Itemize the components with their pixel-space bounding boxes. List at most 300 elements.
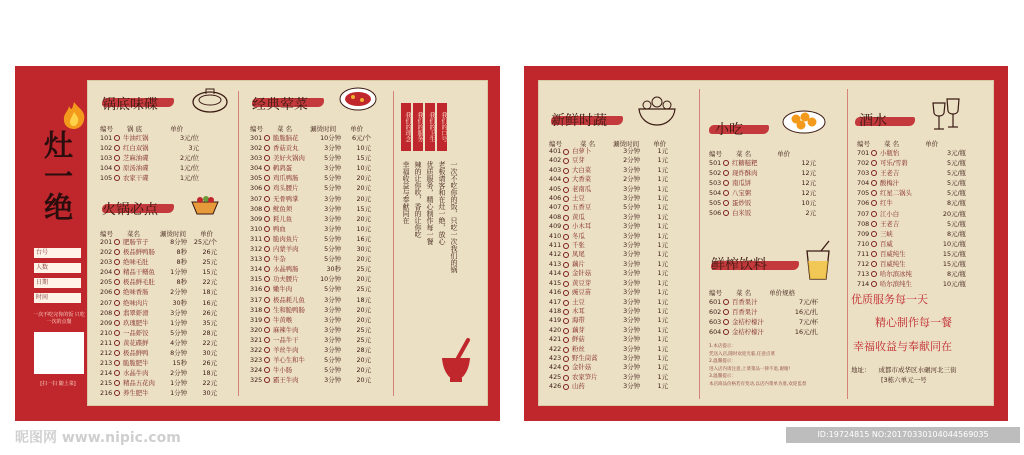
checkbox[interactable] bbox=[563, 375, 569, 381]
wine-cell: 百威纯生 bbox=[880, 249, 906, 258]
form-field-people[interactable]: 人数 bbox=[34, 263, 81, 273]
classic-cell: 306 bbox=[250, 184, 263, 193]
broth-cell: 105 bbox=[100, 174, 113, 183]
broth-row bbox=[100, 133, 199, 143]
classic-cell: 麻辣牛肉 bbox=[273, 325, 299, 334]
checkbox[interactable] bbox=[871, 200, 877, 206]
checkbox[interactable] bbox=[871, 180, 877, 186]
hotpot-cell: 201 bbox=[100, 238, 113, 246]
checkbox[interactable] bbox=[871, 190, 877, 196]
hotpot-cell: 极品鲜鸭肠 bbox=[123, 248, 155, 257]
classic-cell: 323 bbox=[250, 356, 263, 365]
wine-cell: 15元/瓶 bbox=[942, 260, 966, 269]
strip-hygiene: 我们的卫生 bbox=[425, 103, 435, 151]
checkbox[interactable] bbox=[563, 243, 569, 249]
hotpot-row bbox=[100, 287, 217, 297]
hotpot-cell: 肥肠节子 bbox=[123, 238, 149, 246]
checkbox[interactable] bbox=[264, 226, 270, 232]
checkbox[interactable] bbox=[114, 330, 120, 336]
checkbox[interactable] bbox=[264, 216, 270, 222]
veg-cell: 409 bbox=[549, 222, 562, 231]
wine-cell: 王老吉 bbox=[880, 169, 900, 178]
checkbox[interactable] bbox=[114, 350, 120, 356]
veg-cell: 3分钟 bbox=[623, 288, 640, 297]
hotpot-cell: 绝味肉片 bbox=[123, 298, 149, 307]
hotpot-row bbox=[100, 257, 217, 267]
classic-cell: 羊心生和牛 bbox=[273, 356, 305, 365]
checkbox[interactable] bbox=[563, 252, 569, 258]
checkbox[interactable] bbox=[114, 340, 120, 346]
veg-cell: 425 bbox=[549, 372, 562, 381]
watermark-right: ID:19724815 NO:20170330104044569035 bbox=[786, 427, 1020, 443]
checkbox[interactable] bbox=[264, 236, 270, 242]
checkbox[interactable] bbox=[114, 135, 120, 141]
veg-header: 编号 菜 名 涮烫时间 单价 bbox=[549, 140, 667, 148]
flame-icon bbox=[40, 100, 74, 130]
veg-cell: 406 bbox=[549, 194, 562, 203]
veg-cell: 1元 bbox=[657, 269, 668, 278]
form-field-date[interactable]: 日期 bbox=[34, 278, 81, 288]
classic-row bbox=[250, 204, 371, 214]
hotpot-cell: 214 bbox=[100, 369, 113, 378]
broth-cell: 农家干碟 bbox=[123, 174, 149, 183]
classic-row bbox=[250, 284, 371, 294]
classic-cell: 鹌鹑蛋 bbox=[273, 164, 293, 173]
note-line: 本店商品价格若有变动,以店内菜单为准,欢迎监督 bbox=[709, 381, 807, 387]
wine-cell: 酸梅汁 bbox=[880, 179, 900, 188]
checkbox[interactable] bbox=[563, 337, 569, 343]
hotpot-cell: 215 bbox=[100, 379, 113, 388]
veg-cell: 412 bbox=[549, 250, 562, 259]
veg-cell: 3分钟 bbox=[623, 335, 640, 344]
menu-page-left bbox=[15, 66, 500, 421]
dish-icon bbox=[338, 84, 378, 112]
veg-row bbox=[549, 166, 668, 175]
veg-cell: 416 bbox=[549, 288, 562, 297]
broth-row bbox=[100, 173, 199, 183]
vline-1: 一次不吃你的饭，只吃一次我们的锅 bbox=[450, 161, 458, 273]
veg-cell: 1元 bbox=[657, 231, 668, 240]
classic-cell: 309 bbox=[250, 214, 263, 223]
checkbox[interactable] bbox=[563, 384, 569, 390]
checkbox[interactable] bbox=[563, 300, 569, 306]
hotpot-cell: 养生肥牛 bbox=[123, 389, 149, 398]
classic-cell: 305 bbox=[250, 174, 263, 183]
snack-row bbox=[709, 188, 816, 198]
checkbox[interactable] bbox=[114, 249, 120, 255]
checkbox[interactable] bbox=[563, 309, 569, 315]
hotpot-row bbox=[100, 328, 217, 338]
veg-cell: 金针菇 bbox=[572, 363, 592, 372]
veg-row bbox=[549, 222, 668, 231]
notes-block bbox=[709, 343, 806, 388]
checkbox[interactable] bbox=[264, 196, 270, 202]
classic-cell: 20元 bbox=[356, 184, 371, 193]
checkbox[interactable] bbox=[114, 380, 120, 386]
hotpot-cell: 25元/个 bbox=[193, 238, 217, 246]
checkbox[interactable] bbox=[563, 234, 569, 240]
snack-cell: 现炸酥肉 bbox=[732, 169, 758, 178]
wine-row bbox=[857, 198, 966, 208]
checkbox[interactable] bbox=[114, 320, 120, 326]
vline-4: 辣的让你吹，香的让你吃 bbox=[414, 161, 422, 238]
juice-row bbox=[709, 307, 818, 317]
classic-cell: 3分钟 bbox=[324, 315, 341, 324]
wine-cell: 8元/瓶 bbox=[946, 229, 966, 238]
wine-cell: 10元/瓶 bbox=[942, 280, 966, 289]
hotpot-row bbox=[100, 348, 217, 358]
checkbox[interactable] bbox=[264, 185, 270, 191]
checkbox[interactable] bbox=[723, 180, 729, 186]
hotpot-cell: 4分钟 bbox=[170, 338, 187, 347]
checkbox[interactable] bbox=[114, 155, 120, 161]
veg-cell: 小木耳 bbox=[572, 222, 592, 231]
veg-cell: 土豆 bbox=[572, 297, 585, 306]
veg-cell: 1元 bbox=[657, 316, 668, 325]
veg-cell: 3分钟 bbox=[623, 316, 640, 325]
checkbox[interactable] bbox=[871, 241, 877, 247]
checkbox[interactable] bbox=[563, 281, 569, 287]
veg-row bbox=[549, 213, 668, 222]
hotpot-row bbox=[100, 277, 217, 287]
checkbox[interactable] bbox=[114, 310, 120, 316]
veg-cell: 1元 bbox=[657, 241, 668, 250]
checkbox[interactable] bbox=[264, 256, 270, 262]
checkbox[interactable] bbox=[563, 224, 569, 230]
veg-cell: 海带 bbox=[572, 316, 585, 325]
hotpot-row bbox=[100, 298, 217, 308]
mortar-icon bbox=[438, 336, 474, 384]
wine-row bbox=[857, 148, 966, 158]
hotpot-table bbox=[100, 237, 217, 399]
checkbox[interactable] bbox=[114, 390, 120, 396]
broth-cell: 3元/位 bbox=[179, 134, 199, 142]
broth-cell: 1元/位 bbox=[179, 174, 199, 183]
veg-row bbox=[549, 335, 668, 344]
hotpot-cell: 211 bbox=[100, 338, 113, 347]
veg-cell: 3分钟 bbox=[623, 325, 640, 334]
checkbox[interactable] bbox=[723, 299, 729, 305]
veg-cell: 木耳 bbox=[572, 306, 585, 315]
hotpot-cell: 213 bbox=[100, 359, 113, 368]
checkbox[interactable] bbox=[723, 309, 729, 315]
veg-cell: 豆芽 bbox=[572, 156, 585, 165]
snack-cell: 501 bbox=[709, 159, 722, 167]
checkbox[interactable] bbox=[264, 135, 270, 141]
snack-cell: 蛋炒饭 bbox=[732, 199, 752, 208]
checkbox[interactable] bbox=[264, 347, 270, 353]
checkbox[interactable] bbox=[264, 276, 270, 282]
wine-row bbox=[857, 188, 966, 198]
checkbox[interactable] bbox=[264, 297, 270, 303]
checkbox[interactable] bbox=[563, 356, 569, 362]
wine-cell: 710 bbox=[857, 239, 870, 248]
veg-cell: 大香菜 bbox=[572, 175, 592, 184]
snack-row bbox=[709, 198, 816, 208]
hotpot-row bbox=[100, 318, 217, 328]
wine-row bbox=[857, 239, 966, 249]
checkbox[interactable] bbox=[114, 239, 120, 245]
checkbox[interactable] bbox=[871, 271, 877, 277]
broth-cell: 芝麻油碟 bbox=[123, 154, 149, 163]
broth-row bbox=[100, 153, 199, 163]
checkbox[interactable] bbox=[264, 337, 270, 343]
wine-row bbox=[857, 178, 966, 188]
checkbox[interactable] bbox=[563, 158, 569, 164]
classic-row bbox=[250, 315, 371, 325]
hotpot-cell: 8秒 bbox=[176, 258, 187, 267]
wine-cell: 714 bbox=[857, 280, 870, 289]
checkbox[interactable] bbox=[264, 266, 270, 272]
hotpot-row bbox=[100, 358, 217, 368]
classic-cell: 内蒙羊肉 bbox=[273, 245, 299, 254]
checkbox[interactable] bbox=[563, 187, 569, 193]
checkbox[interactable] bbox=[723, 319, 729, 325]
form-field-table[interactable]: 台号 bbox=[34, 248, 81, 258]
snack-plate-icon bbox=[781, 105, 827, 135]
snack-cell: 12元 bbox=[801, 189, 816, 198]
juice-cell: 16元/扎 bbox=[794, 308, 818, 317]
checkbox[interactable] bbox=[871, 231, 877, 237]
checkbox[interactable] bbox=[723, 190, 729, 196]
hotpot-cell: 极品鲜毛肚 bbox=[123, 278, 155, 287]
checkbox[interactable] bbox=[264, 307, 270, 313]
checkbox[interactable] bbox=[563, 149, 569, 155]
checkbox[interactable] bbox=[264, 357, 270, 363]
checkbox[interactable] bbox=[871, 221, 877, 227]
hotpot-cell: 8分钟 bbox=[170, 238, 187, 246]
checkbox[interactable] bbox=[871, 150, 877, 156]
snack-row bbox=[709, 168, 816, 178]
checkbox[interactable] bbox=[871, 170, 877, 176]
checkbox[interactable] bbox=[871, 251, 877, 257]
classic-cell: 322 bbox=[250, 345, 263, 354]
snack-cell: 506 bbox=[709, 209, 722, 218]
veg-cell: 1元 bbox=[657, 203, 668, 212]
hotpot-row bbox=[100, 308, 217, 318]
veg-cell: 418 bbox=[549, 306, 562, 315]
classic-row bbox=[250, 365, 371, 375]
checkbox[interactable] bbox=[723, 170, 729, 176]
checkbox[interactable] bbox=[563, 365, 569, 371]
hotpot-cell: 5分钟 bbox=[170, 328, 187, 337]
classic-cell: 脆脆脑花 bbox=[273, 134, 299, 142]
checkbox[interactable] bbox=[563, 271, 569, 277]
checkbox[interactable] bbox=[563, 290, 569, 296]
veg-cell: 414 bbox=[549, 269, 562, 278]
veg-cell: 3分钟 bbox=[623, 269, 640, 278]
veg-row bbox=[549, 279, 668, 288]
wine-cell: 百威纯生 bbox=[880, 260, 906, 269]
veg-cell: 1元 bbox=[657, 372, 668, 381]
wine-row bbox=[857, 249, 966, 259]
classic-cell: 20元 bbox=[356, 194, 371, 203]
veg-row bbox=[549, 373, 668, 382]
snack-row bbox=[709, 178, 816, 188]
checkbox[interactable] bbox=[264, 246, 270, 252]
veg-cell: 1元 bbox=[657, 147, 668, 155]
checkbox[interactable] bbox=[264, 165, 270, 171]
classic-cell: 5分钟 bbox=[324, 255, 341, 264]
classic-cell: 3分钟 bbox=[324, 305, 341, 314]
checkbox[interactable] bbox=[264, 327, 270, 333]
checkbox[interactable] bbox=[264, 286, 270, 292]
classic-table bbox=[250, 133, 371, 385]
veg-cell: 3分钟 bbox=[623, 250, 640, 259]
hotpot-cell: 30元 bbox=[202, 389, 217, 398]
broth-cell: 3元 bbox=[188, 144, 199, 153]
checkbox[interactable] bbox=[563, 215, 569, 221]
juice-cell: 金桔柠檬汁 bbox=[732, 328, 764, 337]
wine-cell: 701 bbox=[857, 149, 870, 157]
checkbox[interactable] bbox=[264, 175, 270, 181]
wine-cell: 哈尔滨纯生 bbox=[880, 280, 912, 289]
checkbox[interactable] bbox=[563, 328, 569, 334]
veg-cell: 3分钟 bbox=[623, 297, 640, 306]
snack-cell: 504 bbox=[709, 189, 722, 198]
checkbox[interactable] bbox=[723, 160, 729, 166]
checkbox[interactable] bbox=[114, 259, 120, 265]
classic-cell: 3分钟 bbox=[324, 194, 341, 203]
hotpot-row bbox=[100, 267, 217, 277]
classic-cell: 28元 bbox=[356, 345, 371, 354]
veg-cell: 五香豆 bbox=[572, 203, 592, 212]
hotpot-cell: 25元 bbox=[202, 258, 217, 267]
classic-cell: 鱿鱼须 bbox=[273, 204, 293, 213]
classic-cell: 3分钟 bbox=[324, 376, 341, 385]
veg-cell: 1元 bbox=[657, 353, 668, 362]
checkbox[interactable] bbox=[871, 211, 877, 217]
strip-concept: 我们的理念 bbox=[401, 103, 411, 151]
checkbox[interactable] bbox=[723, 210, 729, 216]
classic-cell: 鸡爪鸭肠 bbox=[273, 174, 299, 183]
checkbox[interactable] bbox=[563, 318, 569, 324]
checkbox[interactable] bbox=[563, 262, 569, 268]
classic-cell: 极品耗儿鱼 bbox=[273, 295, 305, 304]
wine-cell: 8元/瓶 bbox=[946, 270, 966, 279]
strip-service: 我们的服务 bbox=[413, 103, 423, 151]
checkbox[interactable] bbox=[264, 377, 270, 383]
checkbox[interactable] bbox=[723, 329, 729, 335]
veg-cell: 1元 bbox=[657, 363, 668, 372]
juice-glass-icon bbox=[801, 241, 835, 281]
checkbox[interactable] bbox=[723, 200, 729, 206]
veg-cell: 千张 bbox=[572, 241, 585, 250]
checkbox[interactable] bbox=[264, 317, 270, 323]
veg-cell: 3分钟 bbox=[623, 382, 640, 391]
veg-cell: 黄瓜 bbox=[572, 212, 585, 221]
hotpot-cell: 207 bbox=[100, 298, 113, 307]
classic-cell: 310 bbox=[250, 224, 263, 233]
hotpot-cell: 1分钟 bbox=[170, 379, 187, 388]
checkbox[interactable] bbox=[114, 370, 120, 376]
snack-cell: 红糖糍粑 bbox=[732, 159, 758, 167]
form-field-time[interactable]: 时间 bbox=[34, 293, 81, 303]
hotpot-row bbox=[100, 247, 217, 257]
classic-row bbox=[250, 264, 371, 274]
veg-cell: 1元 bbox=[657, 325, 668, 334]
checkbox[interactable] bbox=[871, 160, 877, 166]
veg-cell: 3分钟 bbox=[623, 306, 640, 315]
veg-row bbox=[549, 363, 668, 372]
hotpot-cell: 极品鲜鸭 bbox=[123, 349, 149, 358]
classic-cell: 6元/个 bbox=[351, 134, 371, 142]
wine-cell: 713 bbox=[857, 270, 870, 279]
broth-row bbox=[100, 143, 199, 153]
classic-row bbox=[250, 274, 371, 284]
veg-row bbox=[549, 354, 668, 363]
hotpot-cell: 26元 bbox=[202, 308, 217, 317]
checkbox[interactable] bbox=[563, 205, 569, 211]
veg-cell: 1元 bbox=[657, 344, 668, 353]
classic-cell: 30元 bbox=[356, 245, 371, 254]
snack-cell: 10元 bbox=[801, 199, 816, 208]
checkbox[interactable] bbox=[264, 367, 270, 373]
classic-cell: 303 bbox=[250, 154, 263, 163]
classic-cell: 20元 bbox=[356, 305, 371, 314]
qr-code-box bbox=[34, 332, 84, 374]
hotpot-cell: 22元 bbox=[202, 338, 217, 347]
snack-cell: 南瓜饼 bbox=[732, 179, 752, 188]
vline-2: 老板请客和在灶一绝，放心 bbox=[438, 161, 446, 245]
strip-slogan: 我们的口号 bbox=[437, 103, 447, 151]
checkbox[interactable] bbox=[114, 289, 120, 295]
hotpot-row bbox=[100, 388, 217, 398]
classic-cell: 20元 bbox=[356, 356, 371, 365]
checkbox[interactable] bbox=[114, 145, 120, 151]
veg-row bbox=[549, 241, 668, 250]
checkbox[interactable] bbox=[563, 196, 569, 202]
checkbox[interactable] bbox=[114, 360, 120, 366]
hotpot-cell: 2分钟 bbox=[170, 288, 187, 297]
checkbox[interactable] bbox=[264, 155, 270, 161]
veg-cell: 417 bbox=[549, 297, 562, 306]
section-title-snack: 小吃 bbox=[715, 122, 743, 138]
checkbox[interactable] bbox=[563, 347, 569, 353]
checkbox[interactable] bbox=[114, 300, 120, 306]
classic-cell: 5分钟 bbox=[324, 366, 341, 375]
veg-cell: 豌豆苗 bbox=[572, 288, 592, 297]
checkbox[interactable] bbox=[264, 206, 270, 212]
checkbox[interactable] bbox=[114, 165, 120, 171]
hotpot-header: 编号 菜名 涮烫时间 单价 bbox=[100, 230, 213, 238]
veg-cell: 1元 bbox=[657, 335, 668, 344]
classic-row bbox=[250, 173, 371, 183]
checkbox[interactable] bbox=[114, 175, 120, 181]
classic-cell: 美好火锅肉 bbox=[273, 154, 305, 163]
classic-cell: 3分钟 bbox=[324, 204, 341, 213]
juice-cell: 金桔柠檬汁 bbox=[732, 318, 764, 327]
juice-cell: 16元/扎 bbox=[794, 328, 818, 337]
hotpot-cell: 绝味毛肚 bbox=[123, 258, 149, 267]
checkbox[interactable] bbox=[871, 261, 877, 267]
checkbox[interactable] bbox=[563, 177, 569, 183]
checkbox[interactable] bbox=[563, 168, 569, 174]
checkbox[interactable] bbox=[871, 281, 877, 287]
broth-cell: 102 bbox=[100, 144, 113, 153]
vline-3: 优质服务，精心制作每一餐 bbox=[426, 161, 434, 245]
left-note: 一次不吃完你的饭 只吃一次的点餐 bbox=[33, 312, 85, 325]
veg-cell: 3分钟 bbox=[623, 353, 640, 362]
section-title-juice: 鲜榨饮料 bbox=[711, 257, 767, 273]
veg-cell: 404 bbox=[549, 175, 562, 184]
checkbox[interactable] bbox=[264, 145, 270, 151]
veg-cell: 3分钟 bbox=[623, 147, 640, 155]
checkbox[interactable] bbox=[114, 269, 120, 275]
wine-cell: 江小白 bbox=[880, 209, 900, 218]
checkbox[interactable] bbox=[114, 279, 120, 285]
section-title-hotpot: 火锅必点 bbox=[102, 202, 158, 218]
